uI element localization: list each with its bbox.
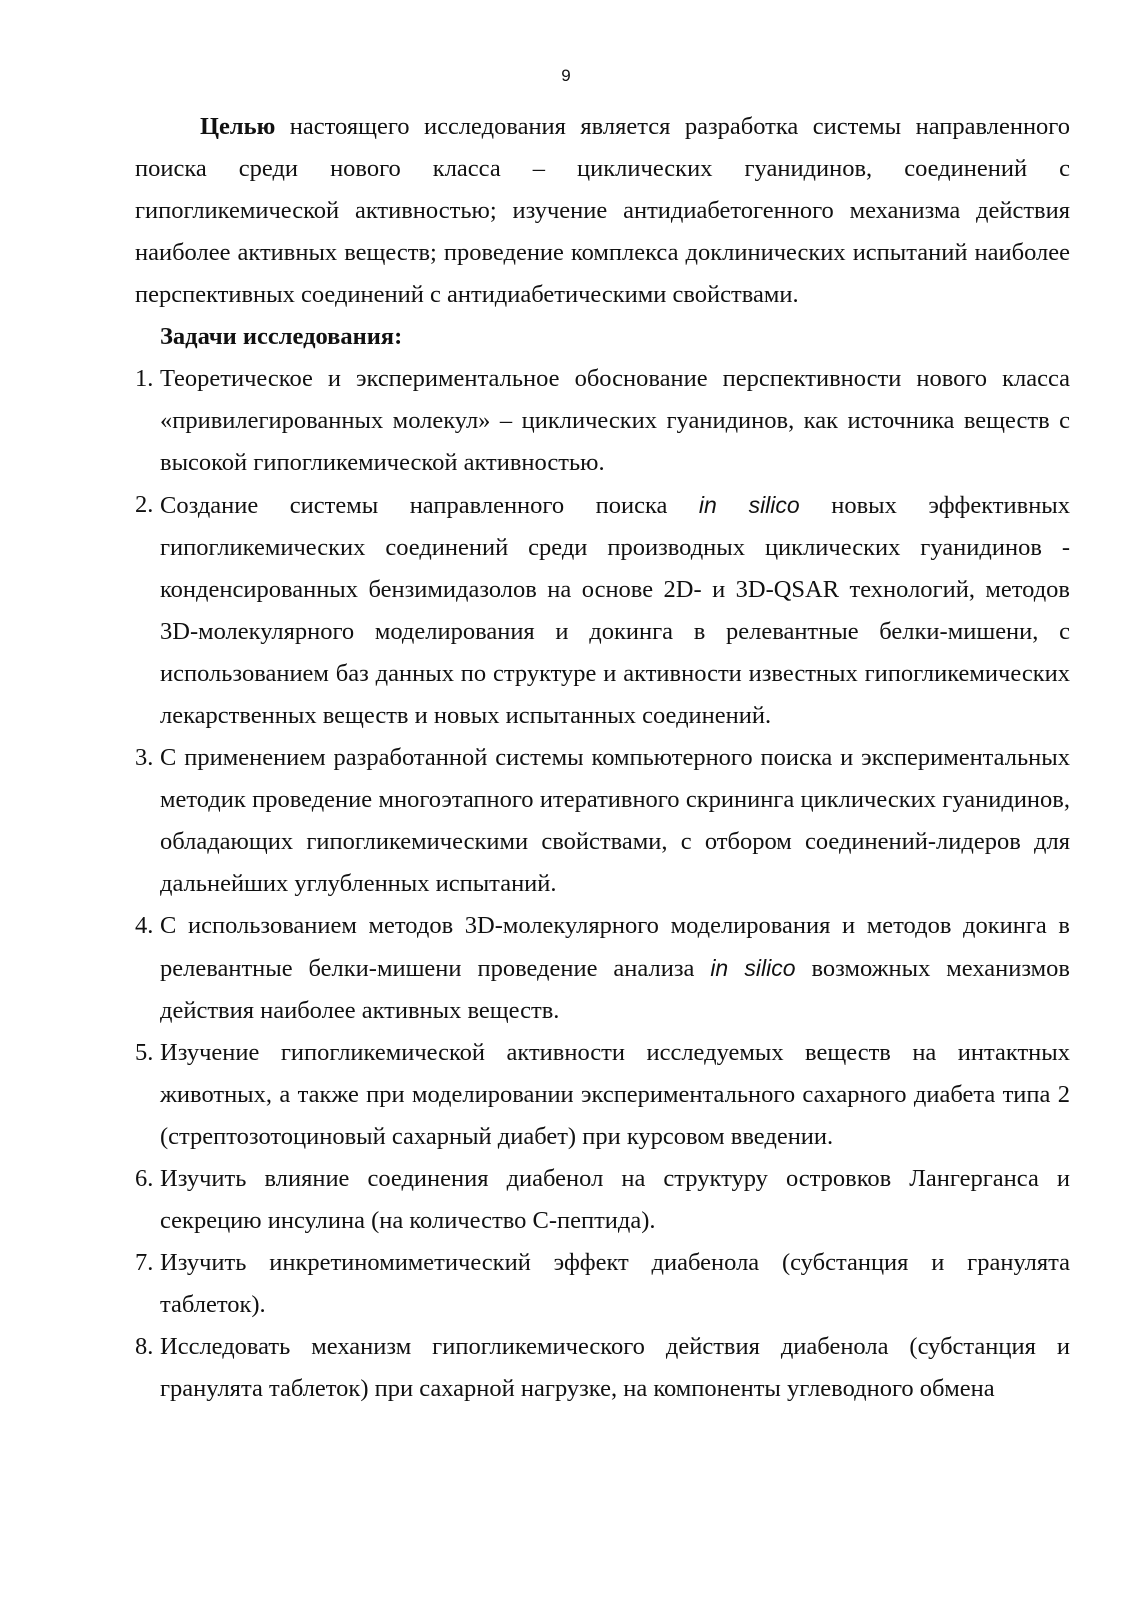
task-item [135,484,1070,737]
tasks-list [135,358,1070,1410]
task-number: 7. [135,1249,154,1276]
intro-lead-bold: Целью [200,113,276,140]
task-text-start: С использованием методов 3D-молекулярного моделирования и методов докинга в релевантные белки-мишени проведение анализа [160,912,1070,982]
task-text: Изучить влияние соединения диабенол на структуру островков Лангерганса и секрецию инсулина (на количество С-пептида). [160,1165,1070,1234]
task-text: Теоретическое и экспериментальное обоснование перспективности нового класса «привилегированных молекул» – циклических гуанидинов, как источника веществ с высокой гипогликемической активностью. [160,365,1070,476]
page-number: 9 [561,66,571,85]
task-text: С применением разработанной системы компьютерного поиска и экспериментальных методик проведение многоэтапного итеративного скрининга циклических гуанидинов, обладающих гипогликемическими свойствами, с отбором соединений-лидеров для дальнейших углубленных испытаний. [160,744,1070,897]
page-body [135,106,1070,1410]
task-number: 4. [135,912,154,939]
task-item [135,1158,1070,1242]
task-number: 2. [135,491,154,518]
task-item [135,1242,1070,1326]
intro-paragraph [135,106,1070,316]
task-italic-term: in silico [698,492,800,518]
task-item [135,358,1070,484]
task-text-end: новых эффективных гипогликемических соединений среди производных циклических гуанидинов - конденсированных бензимидазолов на основе 2D- и 3D-QSAR технологий, методов 3D-молекулярного моделирования и докинга в релевантные белки-мишени, с использованием баз данных по структуре и активности известных гипогликемических лекарственных веществ и новых испытанных соединений. [160,492,1071,729]
tasks-heading: Задачи исследования: [160,323,403,350]
task-number: 3. [135,744,154,771]
task-text: Исследовать механизм гипогликемического действия диабенола (субстанция и гранулята таблеток) при сахарной нагрузке, на компоненты углеводного обмена [160,1333,1070,1402]
task-item [135,737,1070,905]
task-text: Изучение гипогликемической активности исследуемых веществ на интактных животных, а также при моделировании экспериментального сахарного диабета типа 2 (стрептозотоциновый сахарный диабет) при курсовом введении. [160,1039,1070,1150]
task-text-end: возможных механизмов действия наиболее активных веществ. [160,955,1070,1024]
task-item [135,1326,1070,1410]
task-number: 8. [135,1333,154,1360]
task-number: 1. [135,365,154,392]
task-item [135,1032,1070,1158]
task-italic-term: in silico [710,955,796,981]
task-number: 5. [135,1039,154,1066]
task-number: 6. [135,1165,154,1192]
task-item [135,905,1070,1032]
task-text-start: Создание системы направленного поиска [160,492,699,519]
task-text: Изучить инкретиномиметический эффект диабенола (субстанция и гранулята таблеток). [160,1249,1070,1318]
intro-text: настоящего исследования является разработка системы направленного поиска среди нового класса – циклических гуанидинов, соединений с гипогликемической активностью; изучение антидиабетогенного механизма действия наиболее активных веществ; проведение комплекса доклинических испытаний наиболее перспективных соединений с антидиабетическими свойствами. [135,113,1070,308]
